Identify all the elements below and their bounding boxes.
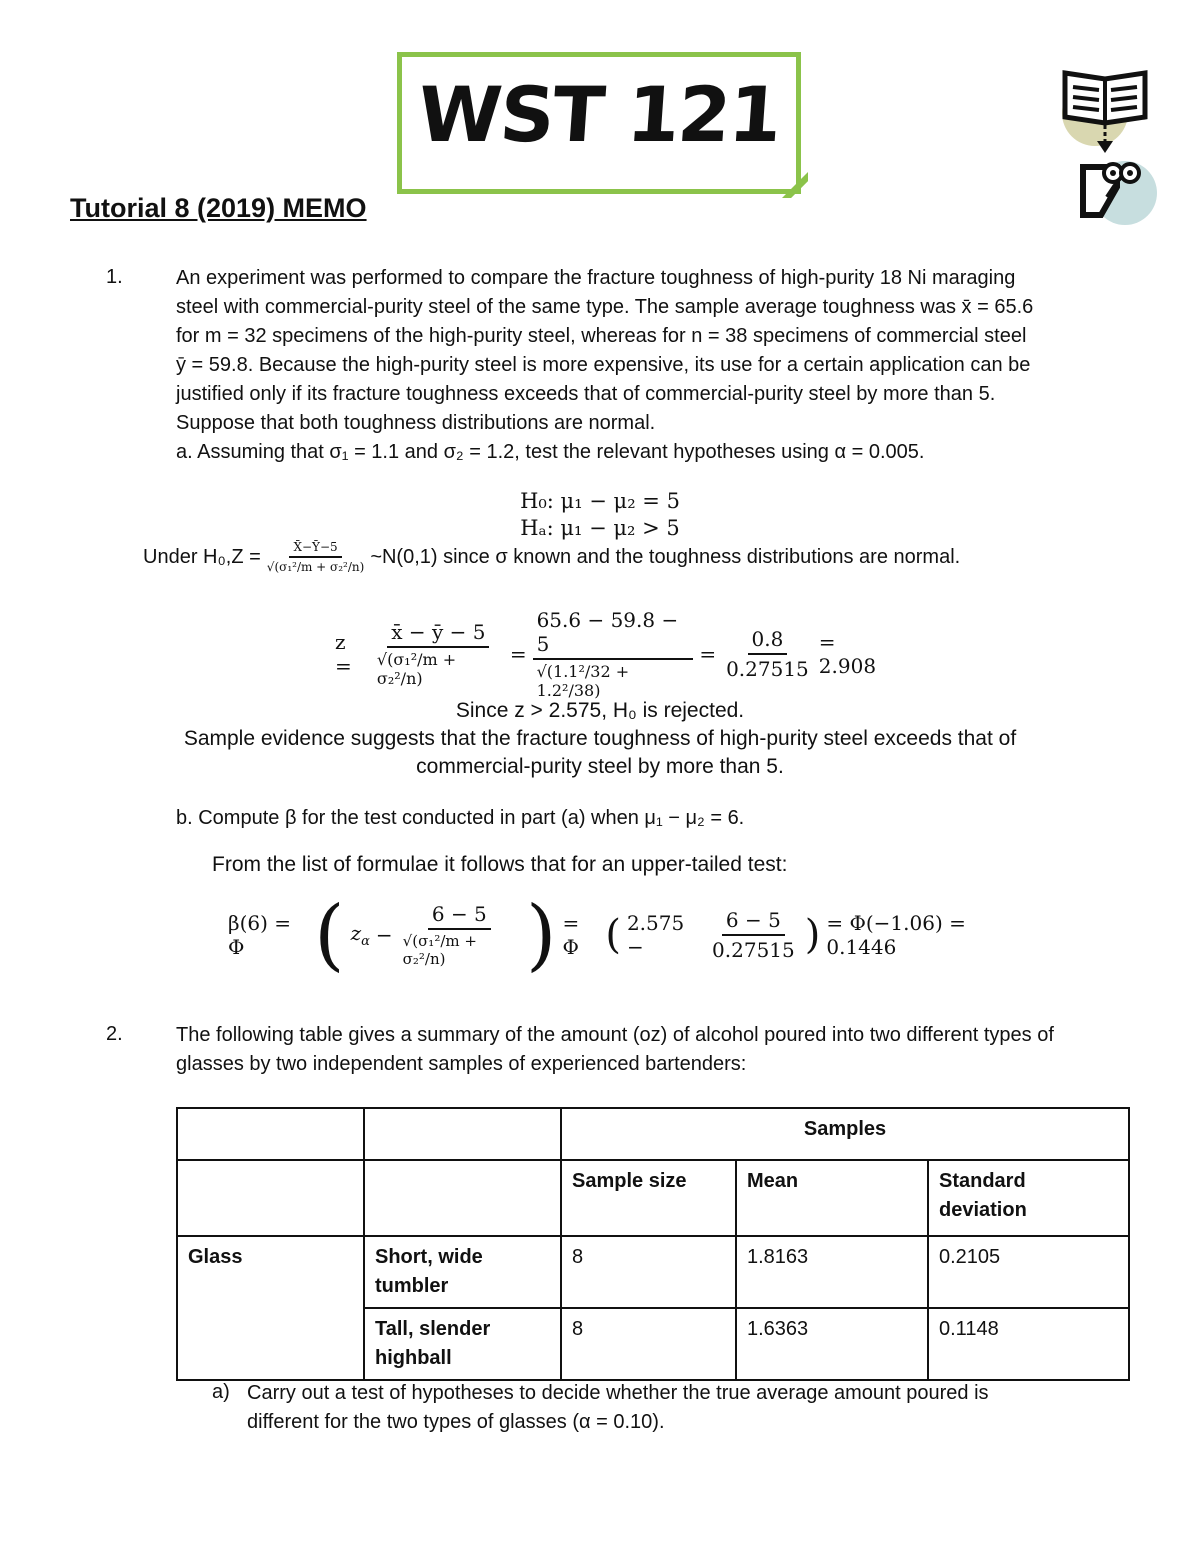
q2-part-a-line: Carry out a test of hypotheses to decide whether the true average amount poured is [247, 1382, 989, 1404]
rejection-statement: Since z > 2.575, H₀ is rejected. [455, 699, 745, 722]
header-mean: Mean [736, 1160, 928, 1236]
z-symbol: z [350, 921, 362, 945]
sample-size-cell: 8 [561, 1308, 736, 1380]
question-1-number: 1. [106, 266, 123, 288]
sample-size-cell: 8 [561, 1236, 736, 1308]
q2-part-a-text [247, 1379, 1127, 1437]
header-sample-size: Sample size [561, 1160, 736, 1236]
table-cell [177, 1160, 364, 1236]
beta-lhs: β(6) = Φ [228, 911, 292, 959]
glass-type: Tall, slender highball [364, 1308, 561, 1380]
mean-cell: 1.6363 [736, 1308, 928, 1380]
banner-title: WST 121 [415, 70, 783, 159]
z-statistic-fraction [263, 540, 369, 574]
equals-sign: = [509, 642, 527, 666]
z-fraction-simplified [722, 627, 813, 681]
q1-part-a: a. Assuming that σ₁ = 1.1 and σ₂ = 1.2, test the relevant hypotheses using α = 0.005. [176, 441, 925, 463]
z-computation [335, 608, 895, 700]
fraction-numerator: 6 − 5 [428, 902, 491, 930]
fraction-denominator: 0.27515 [712, 938, 795, 962]
q1-line: ȳ = 59.8. Because the high-purity steel is more expensive, its use for a certain application can be [176, 354, 1031, 376]
conclusion [100, 697, 1100, 781]
null-hypothesis: H₀: μ₁ − μ₂ = 5 [520, 489, 680, 513]
under-suffix: ~N(0,1) since σ known and the toughness distributions are normal. [370, 545, 961, 568]
beta-fraction-numeric [708, 908, 799, 962]
close-paren: ) [526, 890, 557, 980]
book-icon [1065, 73, 1145, 123]
q2-part-a-label: a) [212, 1381, 230, 1403]
table-cell [177, 1108, 364, 1160]
sd-cell: 0.2105 [928, 1236, 1129, 1308]
q2-part-a-line: different for the two types of glasses (α = 0.10). [247, 1411, 665, 1433]
beta-value: 2.575 − [626, 911, 685, 959]
fraction-denominator: √(σ₁²/m + σ₂²/n) [376, 650, 457, 688]
q2-line: The following table gives a summary of the amount (oz) of alcohol poured into two different types of [176, 1024, 1054, 1046]
beta-result: = Φ(−1.06) = 0.1446 [826, 911, 966, 959]
page-title: Tutorial 8 (2019) MEMO [70, 193, 367, 223]
glass-type: Short, wide tumbler [364, 1236, 561, 1308]
fraction-denominator: √(σ₁²/m + σ₂²/n) [402, 932, 477, 968]
summary-table [176, 1107, 1130, 1381]
table-cell [364, 1160, 561, 1236]
q2-line: glasses by two independent samples of experienced bartenders: [176, 1053, 747, 1075]
z-result: = 2.908 [818, 630, 877, 678]
question-1-text [176, 264, 1136, 467]
fraction-denominator: 0.27515 [726, 657, 809, 681]
close-paren-small: ) [804, 912, 821, 958]
z-fraction-symbolic [373, 620, 504, 688]
beta-fraction-symbolic [399, 902, 520, 968]
header-standard-deviation: Standard deviation [928, 1160, 1129, 1236]
table-cell [364, 1108, 561, 1160]
q1-line: for m = 32 specimens of the high-purity steel, whereas for n = 38 specimens of commercial steel [176, 325, 1027, 347]
fraction-numerator: 65.6 − 59.8 − 5 [533, 608, 694, 660]
fraction-numerator: x̄ − ȳ − 5 [387, 620, 489, 648]
conclusion-line: commercial-purity steel by more than 5. [416, 755, 784, 778]
question-2-number: 2. [106, 1023, 123, 1045]
table-row [177, 1236, 1129, 1308]
row-label-glass: Glass [177, 1236, 364, 1380]
alternative-hypothesis: Hₐ: μ₁ − μ₂ > 5 [520, 516, 680, 540]
table-row [177, 1160, 1129, 1236]
mean-cell: 1.8163 [736, 1236, 928, 1308]
q1-part-b: b. Compute β for the test conducted in part (a) when μ₁ − μ₂ = 6. [176, 807, 745, 829]
z-fraction-values [533, 608, 694, 700]
q1-line: steel with commercial-purity steel of the same type. The sample average toughness was x̄ = 65.6 [176, 296, 1034, 318]
equals-sign: = [699, 642, 717, 666]
q1-line: justified only if its fracture toughness exceeds that of commercial-purity steel by more than 5. [176, 383, 996, 405]
fraction-numerator: 6 − 5 [722, 908, 785, 936]
q1-line: An experiment was performed to compare the fracture toughness of high-purity 18 Ni maraging [176, 267, 1016, 289]
question-2-text [176, 1021, 1136, 1079]
open-paren-small: ( [605, 912, 621, 958]
fraction-denominator: √(σ₁²/m + σ₂²/n) [266, 560, 365, 574]
alpha-subscript: α [361, 934, 370, 949]
formulae-intro: From the list of formulae it follows that for an upper-tailed test: [212, 853, 788, 876]
sd-cell: 0.1148 [928, 1308, 1129, 1380]
book-reader-icon [1055, 65, 1165, 230]
under-prefix: Under H₀,Z = [143, 545, 261, 568]
q1-line: Suppose that both toughness distributions are normal. [176, 412, 656, 434]
fraction-numerator: 0.8 [748, 627, 788, 655]
open-paren: ( [314, 890, 345, 980]
samples-header: Samples [561, 1108, 1129, 1160]
test-statistic-distribution [143, 540, 1093, 574]
beta-computation [228, 885, 1028, 985]
minus-sign: − [375, 923, 393, 947]
fraction-numerator: X̄−Ȳ−5 [289, 540, 341, 558]
z-label: z = [335, 630, 352, 678]
fraction-denominator: √(1.1²/32 + 1.2²/38) [536, 662, 630, 700]
table-row [177, 1108, 1129, 1160]
conclusion-line: Sample evidence suggests that the fracture toughness of high-purity steel exceeds that of [183, 727, 1017, 750]
beta-mid: = Φ [562, 911, 580, 959]
